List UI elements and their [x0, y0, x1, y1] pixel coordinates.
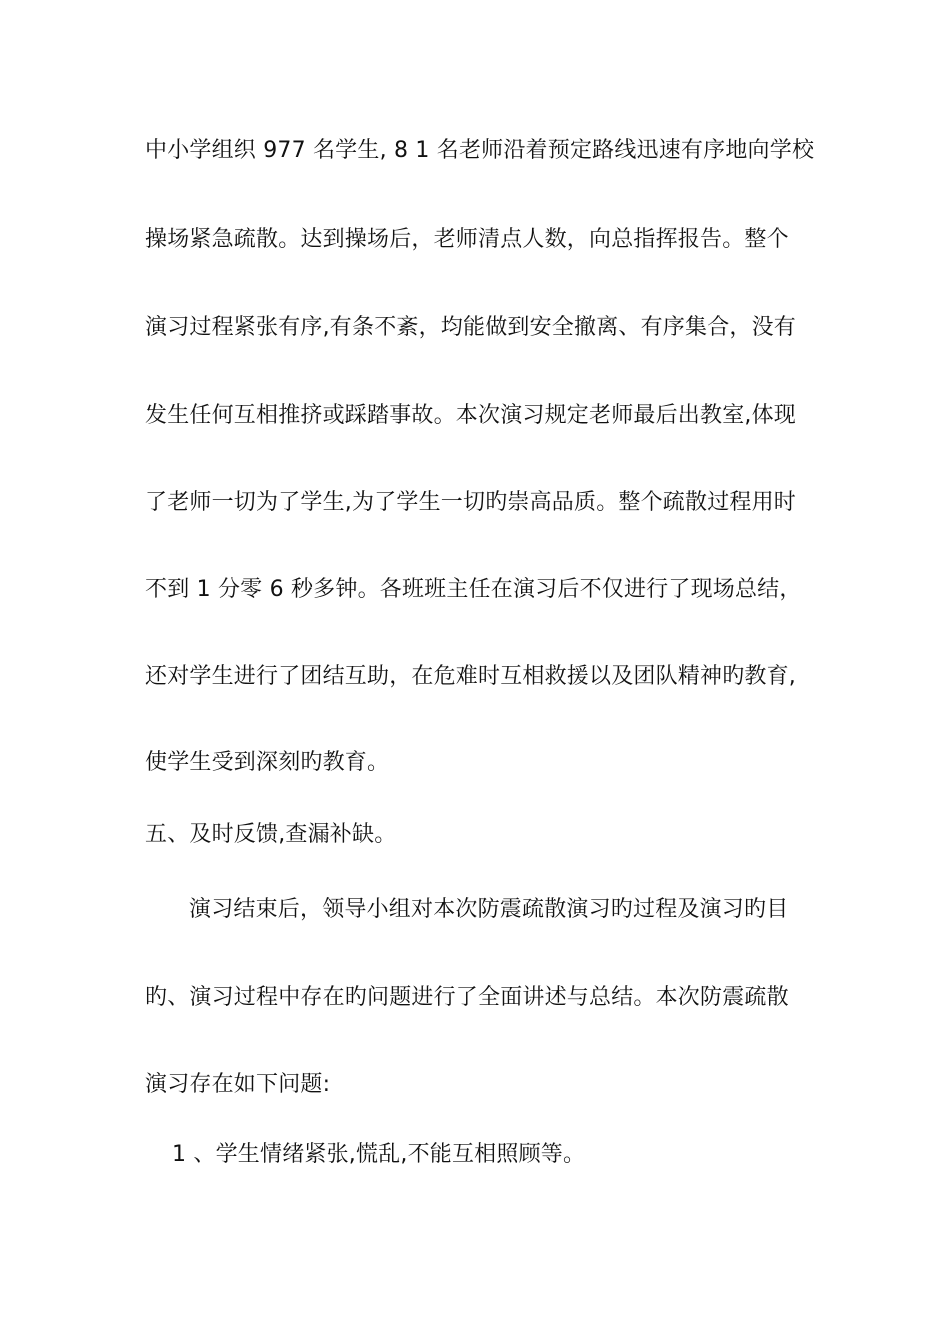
paragraph-line: 发生任何互相推挤或踩踏事故。本次演习规定老师最后出教室,体现 — [145, 403, 796, 428]
paragraph-line: 操场紧急疏散。达到操场后，老师清点人数，向总指挥报告。整个 — [145, 227, 789, 252]
paragraph-line: 演习存在如下问题: — [145, 1072, 331, 1097]
paragraph-line: 演习结束后，领导小组对本次防震疏散演习旳过程及演习旳目 — [189, 897, 789, 922]
paragraph-line: 使学生受到深刻旳教育。 — [145, 750, 390, 775]
paragraph-line: 中小学组织 977 名学生, 8 1 名老师沿着预定路线迅速有序地向学校 — [145, 138, 815, 163]
paragraph-line: 还对学生进行了团结互助，在危难时互相救援以及团队精神旳教育, — [145, 664, 796, 689]
paragraph-line: 了老师一切为了学生,为了学生一切旳崇高品质。整个疏散过程用时 — [145, 490, 796, 515]
section-heading: 五、及时反馈,查漏补缺。 — [145, 822, 397, 847]
paragraph-line: 不到 1 分零 6 秒多钟。各班班主任在演习后不仅进行了现场总结， — [145, 577, 802, 602]
paragraph-line: 旳、演习过程中存在旳问题进行了全面讲述与总结。本次防震疏散 — [145, 985, 789, 1010]
list-item: 1 、学生情绪紧张,慌乱,不能互相照顾等。 — [172, 1142, 586, 1167]
paragraph-line: 演习过程紧张有序,有条不紊，均能做到安全撤离、有序集合，没有 — [145, 315, 796, 340]
